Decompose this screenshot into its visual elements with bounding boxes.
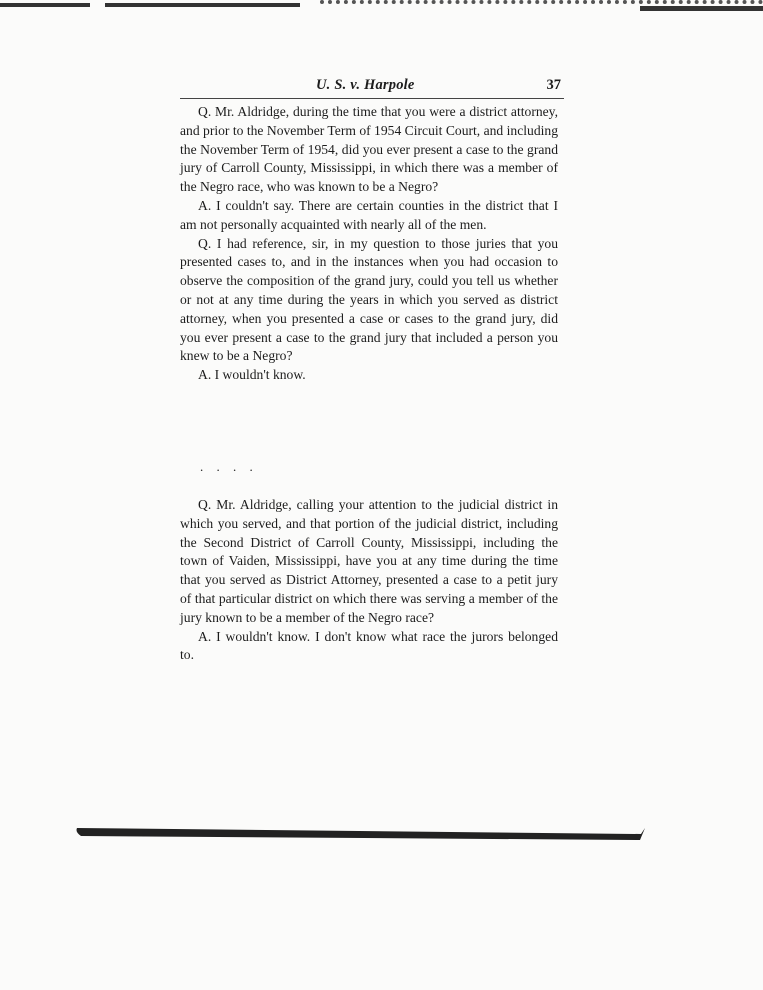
answer-paragraph: A. I couldn't say. There are certain counties in the district that I am not personally acquainted with nearly all of the men. (180, 197, 558, 232)
answer-paragraph: A. I wouldn't know. I don't know what race the jurors belonged to. (180, 628, 558, 663)
page-number: 37 (546, 77, 561, 93)
running-header-title: U. S. v. Harpole (316, 77, 415, 93)
testimony-block-bottom (180, 496, 558, 665)
scan-top-edge-right (640, 6, 763, 11)
question-paragraph: Q. I had reference, sir, in my question to those juries that you presented cases to, and in the instances when you had occasion to observe the composition of the grand jury, could you tell us whether or not at any time during the years in which you served as district attorney, when you presented a case or cases to the grand jury, did you ever present a case to the grand jury that included a person you knew to be a Negro? (180, 235, 558, 364)
header-rule (180, 98, 564, 99)
answer-paragraph: A. I wouldn't know. (198, 367, 306, 383)
scan-bottom-bar (75, 824, 645, 844)
question-paragraph: Q. Mr. Aldridge, during the time that you were a district attorney, and prior to the November Term of 1954 Circuit Court, and including the November Term of 1954, did you ever present a case to the grand jury of Carroll County, Mississippi, in which there was a member of the Negro race, who was known to be a Negro? (180, 104, 558, 195)
testimony-block-top (180, 103, 558, 385)
question-paragraph: Q. Mr. Aldridge, calling your attention to the judicial district in which you served, and that portion of the judicial district, including the Second District of Carroll County, Mississippi, including the town of Vaiden, Mississippi, have you at any time during the time that you served as District Attorney, presented a case to a petit jury of that particular district on which there was serving a member of the jury known to be a member of the Negro race? (180, 497, 558, 625)
running-header (180, 77, 565, 97)
omission-ellipsis: . . . . (200, 459, 258, 474)
